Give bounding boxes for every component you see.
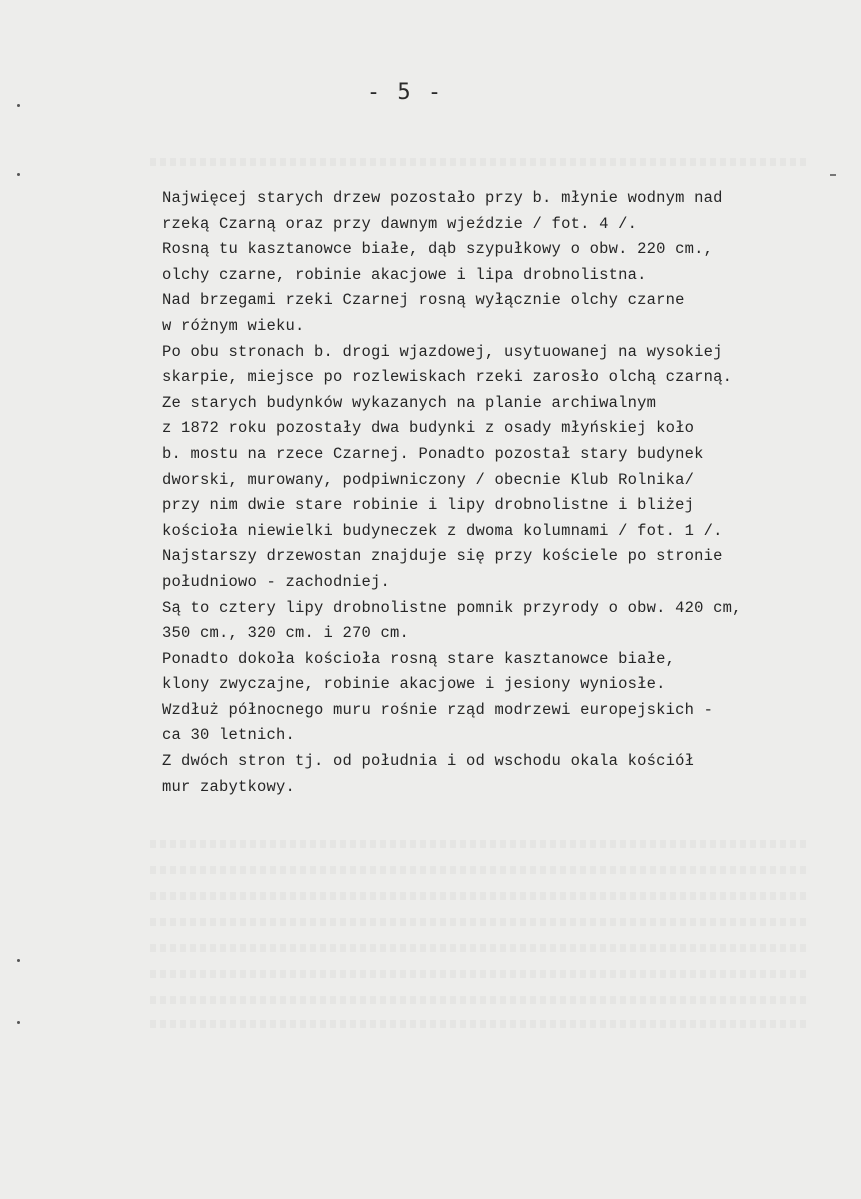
margin-mark <box>17 959 20 962</box>
margin-mark <box>830 174 836 176</box>
text-line: Po obu stronach b. drogi wjazdowej, usytuowanej na wysokiej <box>162 342 723 361</box>
margin-mark <box>17 173 20 176</box>
text-line: dworski, murowany, podpiwniczony / obecnie Klub Rolnika/ <box>162 470 695 489</box>
text-line: b. mostu na rzece Czarnej. Ponadto pozostał stary budynek <box>162 444 704 463</box>
text-line: Ze starych budynków wykazanych na planie archiwalnym <box>162 393 657 412</box>
text-line: Są to cztery lipy drobnolistne pomnik przyrody o obw. 420 cm, <box>162 598 742 617</box>
body-text <box>162 186 832 800</box>
page-number: - 5 - <box>366 80 444 105</box>
bleed-through <box>150 970 810 978</box>
text-line: Rosną tu kasztanowce białe, dąb szypułkowy o obw. 220 cm., <box>162 240 714 259</box>
text-line: olchy czarne, robinie akacjowe i lipa drobnolistna. <box>162 265 647 284</box>
bleed-through <box>150 892 810 900</box>
text-line: Wzdłuż północnego muru rośnie rząd modrzewi europejskich - <box>162 700 714 719</box>
text-line: skarpie, miejsce po rozlewiskach rzeki zarosło olchą czarną. <box>162 368 733 387</box>
text-line: południowo - zachodniej. <box>162 572 391 591</box>
bleed-through <box>150 1020 810 1028</box>
text-line: kościoła niewielki budyneczek z dwoma kolumnami / fot. 1 /. <box>162 521 723 540</box>
text-line: w różnym wieku. <box>162 316 305 335</box>
bleed-through <box>150 944 810 952</box>
text-line: Najwięcej starych drzew pozostało przy b. młynie wodnym nad <box>162 189 723 207</box>
bleed-through <box>150 866 810 874</box>
text-line: przy nim dwie stare robinie i lipy drobnolistne i bliżej <box>162 496 695 515</box>
text-line: z 1872 roku pozostały dwa budynki z osady młyńskiej koło <box>162 419 695 438</box>
bleed-through <box>150 996 810 1004</box>
text-line: Ponadto dokoła kościoła rosną stare kasztanowce białe, <box>162 649 676 668</box>
text-line: Z dwóch stron tj. od południa i od wschodu okala kościół <box>162 752 695 771</box>
bleed-through <box>150 158 810 166</box>
text-line: klony zwyczajne, robinie akacjowe i jesiony wyniosłe. <box>162 675 666 694</box>
bleed-through <box>150 840 810 848</box>
text-line: Najstarszy drzewostan znajduje się przy kościele po stronie <box>162 547 723 566</box>
text-line: Nad brzegami rzeki Czarnej rosną wyłącznie olchy czarne <box>162 291 685 310</box>
text-line: ca 30 letnich. <box>162 726 296 745</box>
bleed-through <box>150 918 810 926</box>
text-line: 350 cm., 320 cm. i 270 cm. <box>162 624 410 643</box>
text-line: mur zabytkowy. <box>162 777 296 796</box>
margin-mark <box>17 1021 20 1024</box>
margin-mark <box>17 104 20 107</box>
text-line: rzeką Czarną oraz przy dawnym wjeździe / fot. 4 /. <box>162 214 638 233</box>
